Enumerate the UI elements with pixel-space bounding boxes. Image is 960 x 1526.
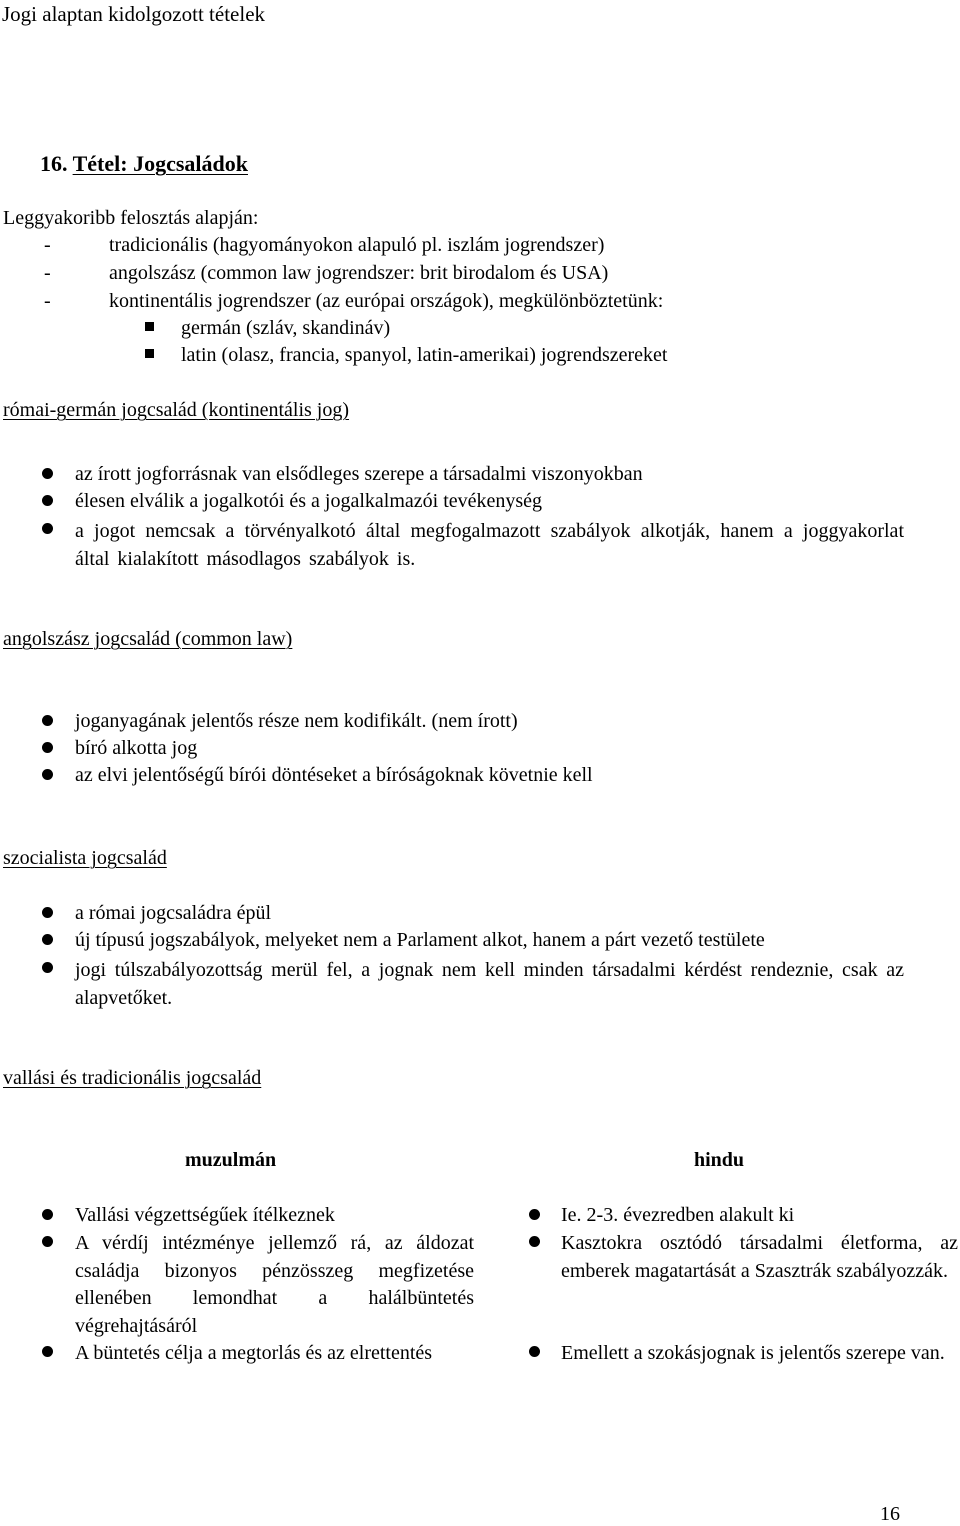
bullet-icon [529, 1346, 540, 1357]
dash-marker: - [44, 262, 51, 284]
bullet-icon [42, 1346, 53, 1357]
bullet-item: jogi túlszabályozottság merül fel, a jognak nem kell minden társadalmi kérdést rendeznie, csak az alapvetőket. [0, 956, 960, 1016]
bullet-item: Emellett a szokásjognak is jelentős szerepe van. [490, 1340, 960, 1400]
square-item: latin (olasz, francia, spanyol, latin-amerikai) jogrendszereket [0, 343, 960, 373]
bullet-item: joganyagának jelentős része nem kodifikált. (nem írott) [0, 709, 960, 739]
dash-item: - tradicionális (hagyományokon alapuló pl. iszlám jogrendszer) [44, 234, 605, 256]
dash-item: - angolszász (common law jogrendszer: brit birodalom és USA) [44, 262, 609, 284]
dash-marker: - [44, 234, 51, 256]
bullet-item: az elvi jelentőségű bírói döntéseket a bíróságoknak követnie kell [0, 763, 960, 793]
column-title-muzulman: muzulmán [185, 1149, 277, 1171]
bullet-item: Vallási végzettségűek ítélkeznek [0, 1203, 480, 1233]
bullet-item: Ie. 2-3. évezredben alakult ki [490, 1203, 960, 1233]
section-heading-szoc: szocialista jogcsalád [3, 847, 167, 869]
bullet-item: a római jogcsaládra épül [0, 901, 960, 931]
square-item: germán (szláv, skandináv) [0, 316, 960, 346]
bullet-icon [42, 1236, 53, 1247]
bullet-item: A büntetés célja a megtorlás és az elrettentés [0, 1340, 480, 1400]
bullet-icon [42, 934, 53, 945]
bullet-icon [529, 1236, 540, 1247]
square-bullet-icon [145, 349, 154, 358]
title-text: Tétel: Jogcsaládok [72, 151, 248, 176]
bullet-icon [42, 1209, 53, 1220]
bullet-icon [42, 742, 53, 753]
page-number: 16 [880, 1503, 900, 1525]
column-title-hindu: hindu [694, 1149, 745, 1171]
bullet-item: Kasztokra osztódó társadalmi életforma, az emberek magatartását a Szasztrák szabályozzák. [490, 1230, 960, 1320]
bullet-item: a jogot nemcsak a törvényalkotó által megfogalmazott szabályok alkotják, hanem a joggyakorlat által kialakított másodlagos szabályok is. [0, 517, 960, 577]
dash-item: - kontinentális jogrendszer (az európai országok), megkülönböztetünk: [44, 290, 664, 312]
square-bullet-icon [145, 322, 154, 331]
bullet-item: az írott jogforrásnak van elsődleges szerepe a társadalmi viszonyokban [0, 462, 960, 492]
bullet-item: élesen elválik a jogalkotói és a jogalkalmazói tevékenység [0, 489, 960, 519]
section-heading-romai: római-germán jogcsalád (kontinentális jog) [3, 399, 350, 421]
section-heading-vallasi: vallási és tradicionális jogcsalád [3, 1067, 262, 1089]
running-header: Jogi alaptan kidolgozott tételek [2, 2, 266, 26]
bullet-icon [42, 907, 53, 918]
page-title [40, 151, 248, 177]
bullet-item: A vérdíj intézménye jellemző rá, az áldozat családja bizonyos pénzösszeg megfizetése ellenében lemondhat a halálbüntetés végrehajtásáról [0, 1230, 480, 1345]
bullet-icon [42, 468, 53, 479]
intro-lead: Leggyakoribb felosztás alapján: [3, 207, 259, 229]
section-heading-angol: angolszász jogcsalád (common law) [3, 628, 293, 650]
bullet-icon [42, 495, 53, 506]
bullet-icon [42, 715, 53, 726]
bullet-icon [42, 962, 53, 973]
bullet-icon [529, 1209, 540, 1220]
bullet-item: új típusú jogszabályok, melyeket nem a Parlament alkot, hanem a párt vezető testülete [0, 928, 960, 958]
bullet-icon [42, 769, 53, 780]
dash-marker: - [44, 290, 51, 312]
title-number: 16. [40, 151, 68, 176]
bullet-item: bíró alkotta jog [0, 736, 960, 766]
bullet-icon [42, 523, 53, 534]
